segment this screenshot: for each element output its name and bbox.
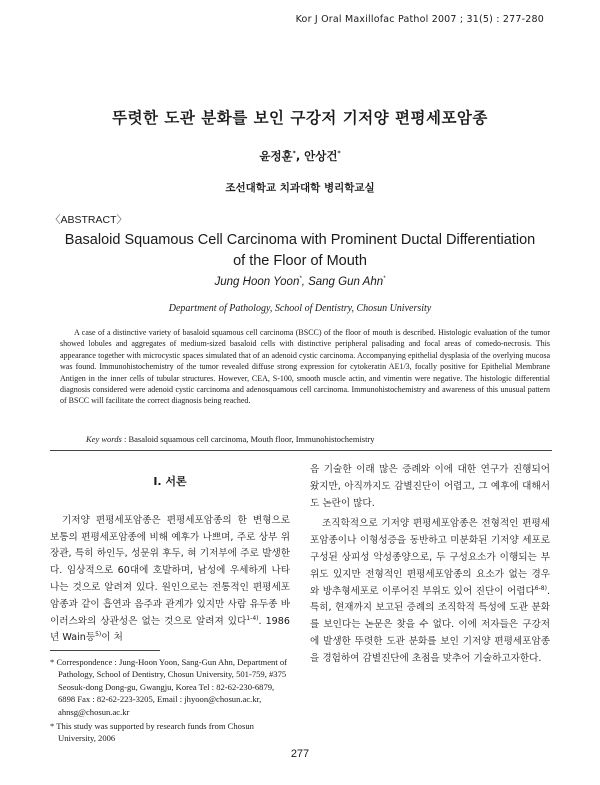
intro-paragraph-1 (50, 513, 290, 647)
footnote-divider (50, 650, 160, 651)
english-author-1: Jung Hoon Yoon (214, 276, 300, 288)
english-affiliation: Department of Pathology, School of Dentistry, Chosun University (168, 303, 432, 314)
footnote-correspondence: * Correspondence : Jung-Hoon Yoon, Sang-Gun Ahn, Department of Pathology, School of Dentistry, Chosun University, 501-759, #375 Seosuk-dong Dong-gu, Gwangju, Korea Tel : 82-62-230-6879, 6898 Fax : 82-62-223-3205, Email : jhyoon@chosun.ac.kr, ahnsg@chosun.ac.kr (50, 657, 288, 717)
english-author-2: , Sang Gun Ahn (301, 276, 384, 288)
intro-p1-ref-2: 5) (95, 631, 102, 639)
intro-p1-ref-1: 1-4) (246, 614, 259, 622)
korean-author-1: 윤정훈 (259, 149, 293, 163)
section-divider (50, 450, 552, 451)
keywords-text: Basaloid squamous cell carcinoma, Mouth floor, Immunohistochemistry (128, 434, 375, 444)
footnotes (50, 656, 290, 747)
english-author-1-mark: * (299, 276, 302, 283)
keywords-label: Key words (86, 434, 122, 444)
right-paragraph-2 (310, 516, 550, 667)
left-column (50, 462, 290, 647)
footnote-funding: * This study was supported by research funds from Chosun University, 2006 (50, 721, 254, 744)
english-authors (0, 276, 600, 288)
right-p2-text-a: 조직학적으로 기저양 편평세포암종은 전형적인 편평세포암종이나 이형성증을 동반하고 미분화된 기저양 세포로 구성된 상피성 악성종양으로, 두 구성요소가 이행되는 부위도 있지만 전형적인 편평세포암종의 요소가 없는 경우와 방추형세포로 이루어진 부위도 있어 진단이 어렵다 (310, 518, 550, 597)
right-paragraph-1: 음 기술한 이래 많은 증례와 이에 대한 연구가 진행되어 왔지만, 아직까지도 감별진단이 어렵고, 그 예후에 대해서도 논란이 많다. (310, 464, 550, 509)
page-number: 277 (290, 748, 310, 760)
keywords (86, 434, 375, 444)
keywords-separator: : (121, 434, 129, 444)
right-column (310, 462, 550, 668)
intro-p1-text-a: 기저양 편평세포암종은 편평세포암종의 한 변형으로 보통의 편평세포암종에 비해 예후가 나쁘며, 주로 상부 위장관, 특히 하인두, 성문위 후두, 혀 기저부에 주로 발생한다. 임상적으로 60대에 호발하며, 남성에 우세하게 나타나는 것으로 알려져 있다. 원인으로는 전통적인 편평세포암종과 같이 흡연과 음주과 관계가 있지만 사람 유두종 바이러스와의 상관성은 없는 것으로 알려져 있다 (50, 514, 290, 627)
korean-authors (0, 148, 600, 164)
journal-citation: Kor J Oral Maxillofac Pathol 2007 ; 31(5) : 277-280 (295, 14, 544, 25)
right-p2-ref: 6-8) (534, 584, 547, 592)
english-title (40, 230, 560, 272)
english-title-line-2: of the Floor of Mouth (233, 253, 367, 269)
abstract-body: A case of a distinctive variety of basaloid squamous cell carcinoma (BSCC) of the floor of mouth is described. Histologic evaluation of the tumor showed lobules and aggregates of medium-sized basaloid cells with distinctive peripheral palisading and focal areas of comedo-necrosis. This appearance together with microcystic spaces simulated that of an adenoid cystic carcinoma. Accompanying epithelial dysplasia of the overlying mucosa was found. Immunohistochemistry of the tumor revealed diffuse strong expression for cytokeratin AE1/3, focally positive for Epithelial Membrane Antigen in the inner cells of tubular structures. However, CEA, S-100, smooth muscle actin, and vimentin were negative. The histologic differential diagnosis considered were adenoid cystic carcinoma and adenosquamous cell carcinoma. Immunohistochemistry and awareness of this unusual pattern of BSCC will facilitate the correct diagnosis being reached. (60, 328, 550, 406)
korean-author-2: , 안상건 (295, 149, 338, 163)
english-author-2-mark: * (383, 276, 386, 283)
right-p2-text-b: . 특히, 현재까지 보고된 증례의 조직학적 특성에 도관 분화를 보인다는 논문은 찾을 수 없다. 이에 저자들은 구강저에 발생한 뚜렷한 도관 분화를 보인 기저양 편평세포암종을 경험하여 감별진단에 초점을 맞추어 기술하고자한다. (310, 585, 550, 664)
korean-author-1-mark: * (292, 150, 296, 158)
intro-p1-text-c: 이 처 (101, 632, 123, 644)
intro-p1-text-b: . 1986년 Wain등 (50, 615, 290, 644)
korean-affiliation: 조선대학교 치과대학 병리학교실 (225, 182, 375, 194)
korean-author-2-mark: * (337, 150, 341, 158)
section-heading-introduction: I. 서론 (153, 475, 187, 488)
abstract-label: 〈ABSTRACT〉 (50, 214, 128, 226)
korean-title: 뚜렷한 도관 분화를 보인 구강저 기저양 편평세포암종 (112, 109, 488, 127)
english-title-line-1: Basaloid Squamous Cell Carcinoma with Prominent Ductal Differentiation (64, 232, 536, 248)
